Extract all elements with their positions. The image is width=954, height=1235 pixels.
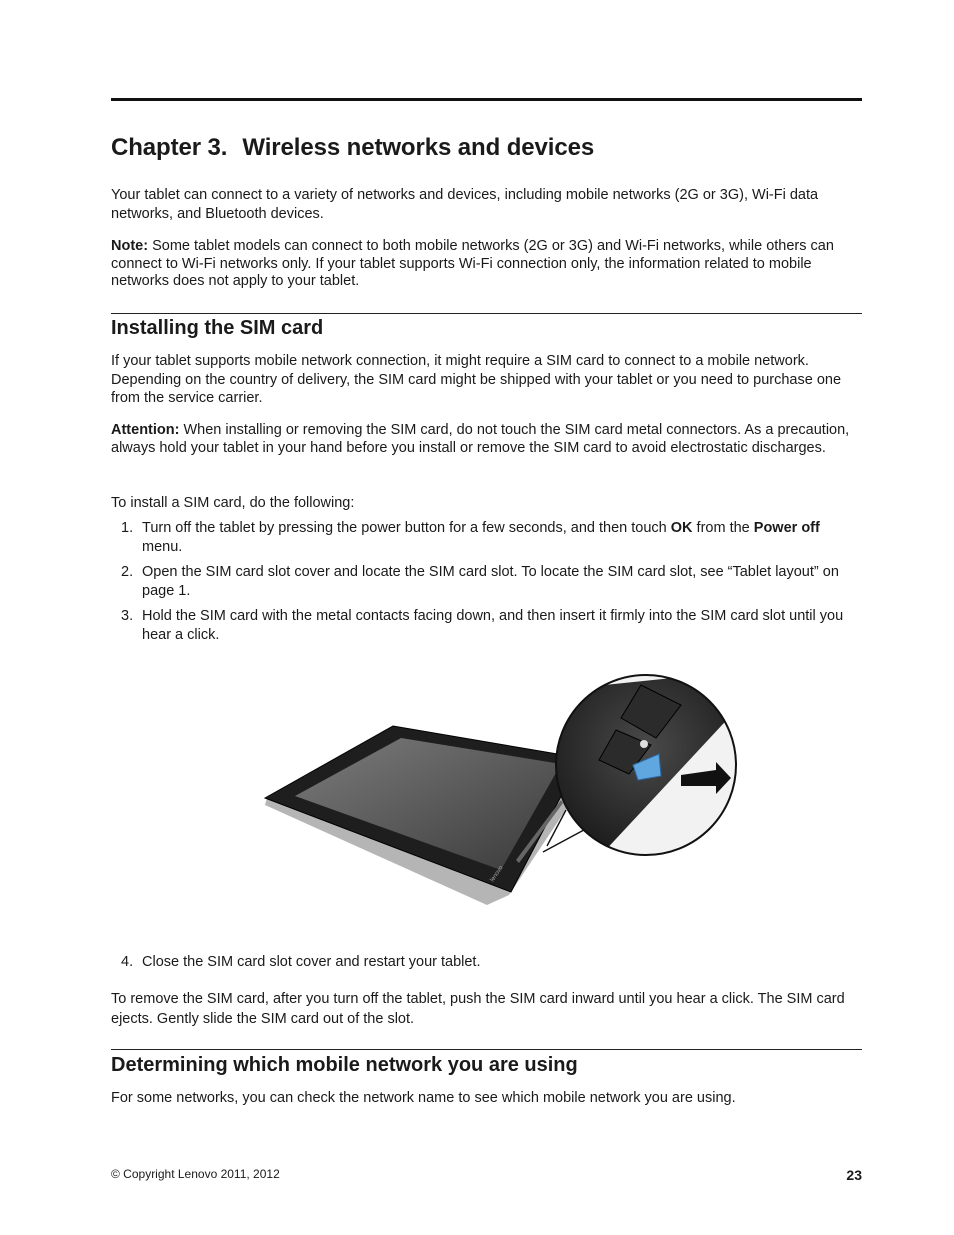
note-paragraph — [111, 238, 862, 291]
note-label: Note: — [111, 238, 149, 254]
chapter-name: Wireless networks and devices — [242, 134, 595, 161]
section-title-network: Determining which mobile network you are using — [111, 1054, 578, 1076]
section-rule — [111, 1049, 862, 1050]
network-paragraph: For some networks, you can check the network name to see which mobile network you are using. — [111, 1090, 736, 1106]
section-rule — [111, 313, 862, 314]
install-steps-continued — [111, 953, 862, 972]
attention-text: When installing or removing the SIM card, do not touch the SIM card metal connectors. As a precaution, always hold your tablet in your hand before you install or remove the SIM card to avoid electrostatic discharges. — [111, 422, 850, 456]
step-item: 1. Turn off the tablet by pressing the power button for a few seconds, and then touch OK from the Power off menu. — [121, 520, 820, 555]
attention-label: Attention: — [111, 422, 180, 438]
step-item: 4. Close the SIM card slot cover and restart your tablet. — [121, 954, 481, 970]
copyright: © Copyright Lenovo 2011, 2012 — [111, 1167, 280, 1181]
install-steps — [111, 519, 862, 644]
svg-text:lenovo: lenovo — [489, 865, 505, 884]
remove-sim-paragraph: To remove the SIM card, after you turn off the tablet, push the SIM card inward until you hear a click. The SIM card ejects. Gently slide the SIM card out of the slot. — [111, 991, 845, 1027]
page-number: 23 — [846, 1167, 862, 1183]
chapter-title — [111, 134, 594, 162]
step-item: 3. Hold the SIM card with the metal contacts facing down, and then insert it firmly into the SIM card slot until you hear a click. — [121, 608, 844, 643]
step-item: 2. Open the SIM card slot cover and locate the SIM card slot. To locate the SIM card slot, see “Tablet layout” on page 1. — [121, 564, 839, 599]
sim-install-illustration — [261, 670, 761, 920]
sim-intro-paragraph: If your tablet supports mobile network connection, it might require a SIM card to connect to a mobile network. Depending on the country of delivery, the SIM card might be shipped with your tablet or you need to purchase one from the service carrier. — [111, 353, 842, 406]
note-text: Some tablet models can connect to both mobile networks (2G or 3G) and Wi-Fi networks, while others can connect to Wi-Fi networks only. If your tablet supports Wi-Fi connection only, the information related to mobile networks does not apply to your tablet. — [111, 238, 834, 289]
tablet-image — [265, 726, 581, 905]
document-page — [111, 0, 862, 1235]
section-title-sim: Installing the SIM card — [111, 317, 324, 339]
chapter-rule — [111, 98, 862, 101]
intro-paragraph: Your tablet can connect to a variety of networks and devices, including mobile networks (2G or 3G), Wi-Fi data networks, and Bluetooth devices. — [111, 187, 819, 222]
chapter-number: Chapter 3. — [111, 134, 228, 161]
attention-paragraph — [111, 422, 862, 457]
steps-lead: To install a SIM card, do the following: — [111, 495, 355, 511]
